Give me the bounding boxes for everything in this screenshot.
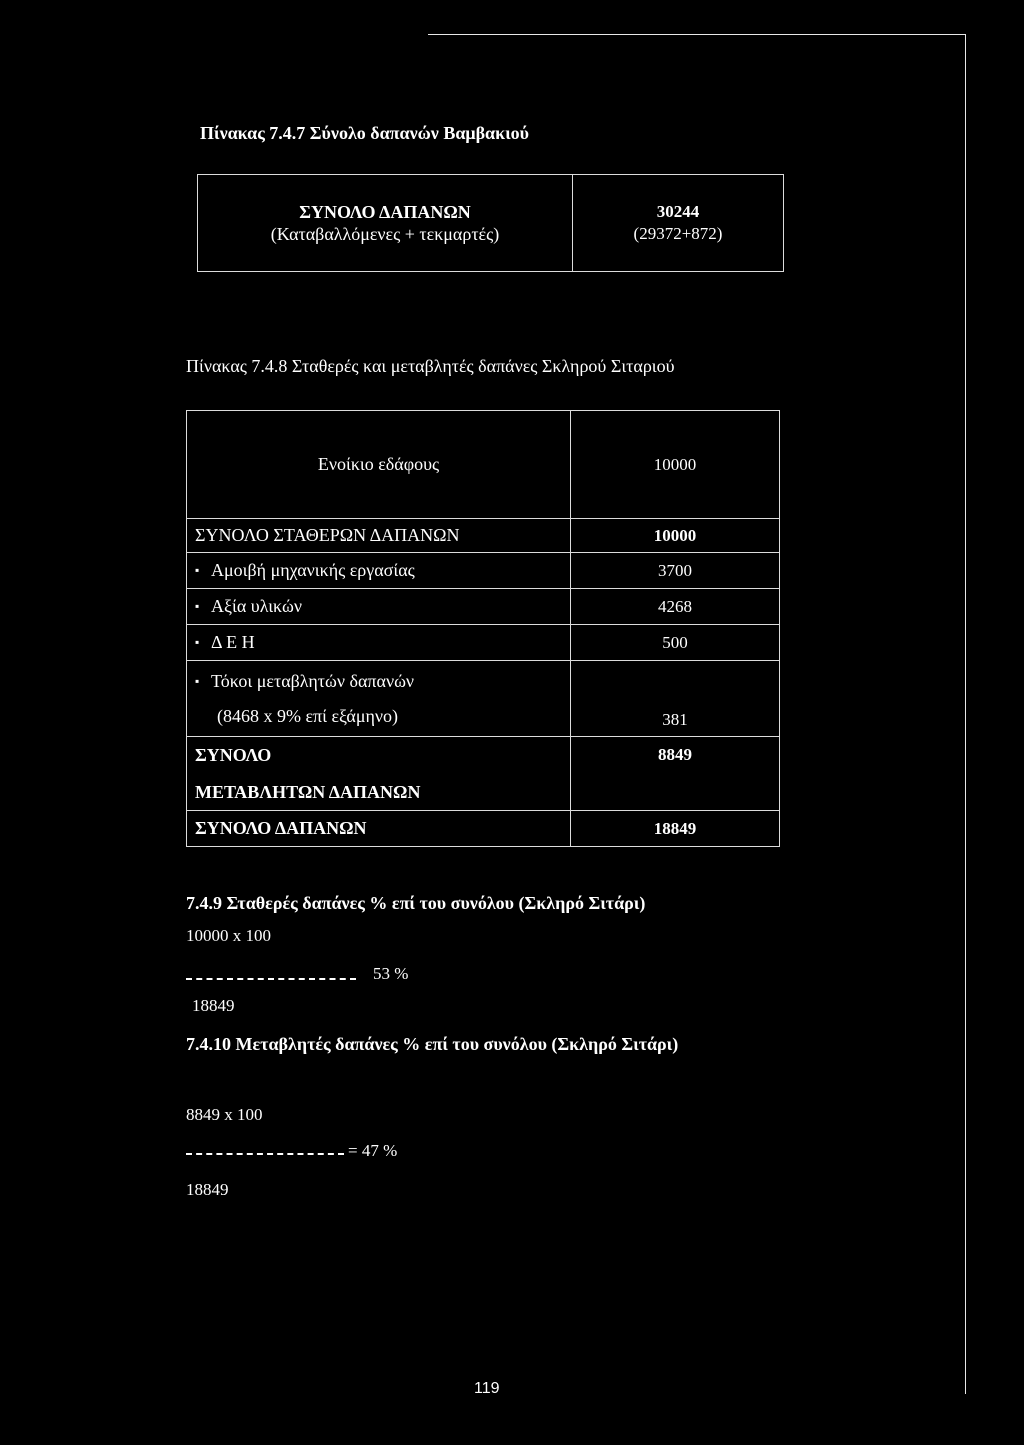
- table-row: [187, 661, 780, 737]
- table-row: [187, 411, 780, 519]
- machine-labor-label: Αμοιβή μηχανικής εργασίας: [211, 560, 415, 580]
- variable-percent-result: = 47 %: [348, 1141, 398, 1160]
- total-costs-value-cell: [573, 175, 784, 272]
- table-row: [187, 519, 780, 553]
- fixed-total-label: ΣΥΝΟΛΟ ΣΤΑΘΕΡΩΝ ΔΑΠΑΝΩΝ: [187, 519, 571, 553]
- interest-formula: (8468 x 9% επί εξάμηνο): [217, 705, 399, 726]
- bullet-icon: [195, 632, 211, 652]
- rent-label: Ενοίκιο εδάφους: [187, 411, 571, 519]
- interest-cell: [187, 661, 571, 737]
- materials-cell: [187, 589, 571, 625]
- variable-total-sublabel: ΜΕΤΑΒΛΗΤΩΝ ΔΑΠΑΝΩΝ: [195, 781, 421, 802]
- table-title-7-4-8: Πίνακας 7.4.8 Σταθερές και μεταβλητές δαπάνες Σκληρού Σιταριού: [186, 356, 675, 376]
- table-row: [187, 811, 780, 847]
- total-costs-label-cell: [198, 175, 573, 272]
- variable-total-label: ΣΥΝΟΛΟ: [195, 744, 272, 765]
- machine-labor-value: 3700: [571, 553, 780, 589]
- total-costs-value: 30244: [656, 202, 700, 221]
- fixed-percent-denominator: 18849: [192, 996, 235, 1015]
- machine-labor-cell: [187, 553, 571, 589]
- table-row: [187, 553, 780, 589]
- table-row: [187, 737, 780, 811]
- variable-total-cell: [187, 737, 571, 811]
- materials-label: Αξία υλικών: [211, 596, 302, 616]
- bullet-icon: [195, 560, 211, 580]
- table-title-7-4-7: Πίνακας 7.4.7 Σύνολο δαπανών Βαμβακιού: [200, 123, 530, 143]
- electricity-label: Δ Ε Η: [211, 632, 255, 652]
- electricity-cell: [187, 625, 571, 661]
- grand-total-label: ΣΥΝΟΛΟ ΔΑΠΑΝΩΝ: [187, 811, 571, 847]
- rent-value: 10000: [571, 411, 780, 519]
- cotton-costs-table: [197, 174, 784, 272]
- total-costs-label: ΣΥΝΟΛΟ ΔΑΠΑΝΩΝ: [299, 202, 471, 222]
- fixed-percent-numerator: 10000 x 100: [186, 926, 271, 945]
- grand-total-value: 18849: [571, 811, 780, 847]
- interest-value: 381: [571, 661, 780, 737]
- interest-label: Τόκοι μεταβλητών δαπανών: [211, 670, 415, 691]
- page-number: 119: [474, 1380, 500, 1397]
- bullet-icon: [195, 596, 211, 616]
- total-costs-sublabel: (Καταβαλλόμενες + τεκμαρτές): [270, 224, 500, 244]
- wheat-costs-table: [186, 410, 780, 847]
- variable-percent-denominator: 18849: [186, 1180, 229, 1199]
- variable-total-value: 8849: [571, 737, 780, 811]
- total-costs-breakdown: (29372+872): [633, 224, 723, 243]
- fraction-line: [186, 978, 356, 980]
- bullet-icon: [195, 671, 211, 691]
- table-row: [187, 625, 780, 661]
- top-rule: [428, 34, 966, 35]
- fixed-percent-result: 53 %: [373, 964, 409, 983]
- right-rule: [965, 34, 966, 1394]
- section-title-7-4-9: 7.4.9 Σταθερές δαπάνες % επί του συνόλου (Σκληρό Σιτάρι): [186, 893, 646, 913]
- fraction-line: [186, 1153, 344, 1155]
- table-row: [198, 175, 784, 272]
- section-title-7-4-10: 7.4.10 Μεταβλητές δαπάνες % επί του συνόλου (Σκληρό Σιτάρι): [186, 1034, 679, 1054]
- electricity-value: 500: [571, 625, 780, 661]
- fixed-total-value: 10000: [571, 519, 780, 553]
- table-row: [187, 589, 780, 625]
- variable-percent-numerator: 8849 x 100: [186, 1105, 263, 1124]
- materials-value: 4268: [571, 589, 780, 625]
